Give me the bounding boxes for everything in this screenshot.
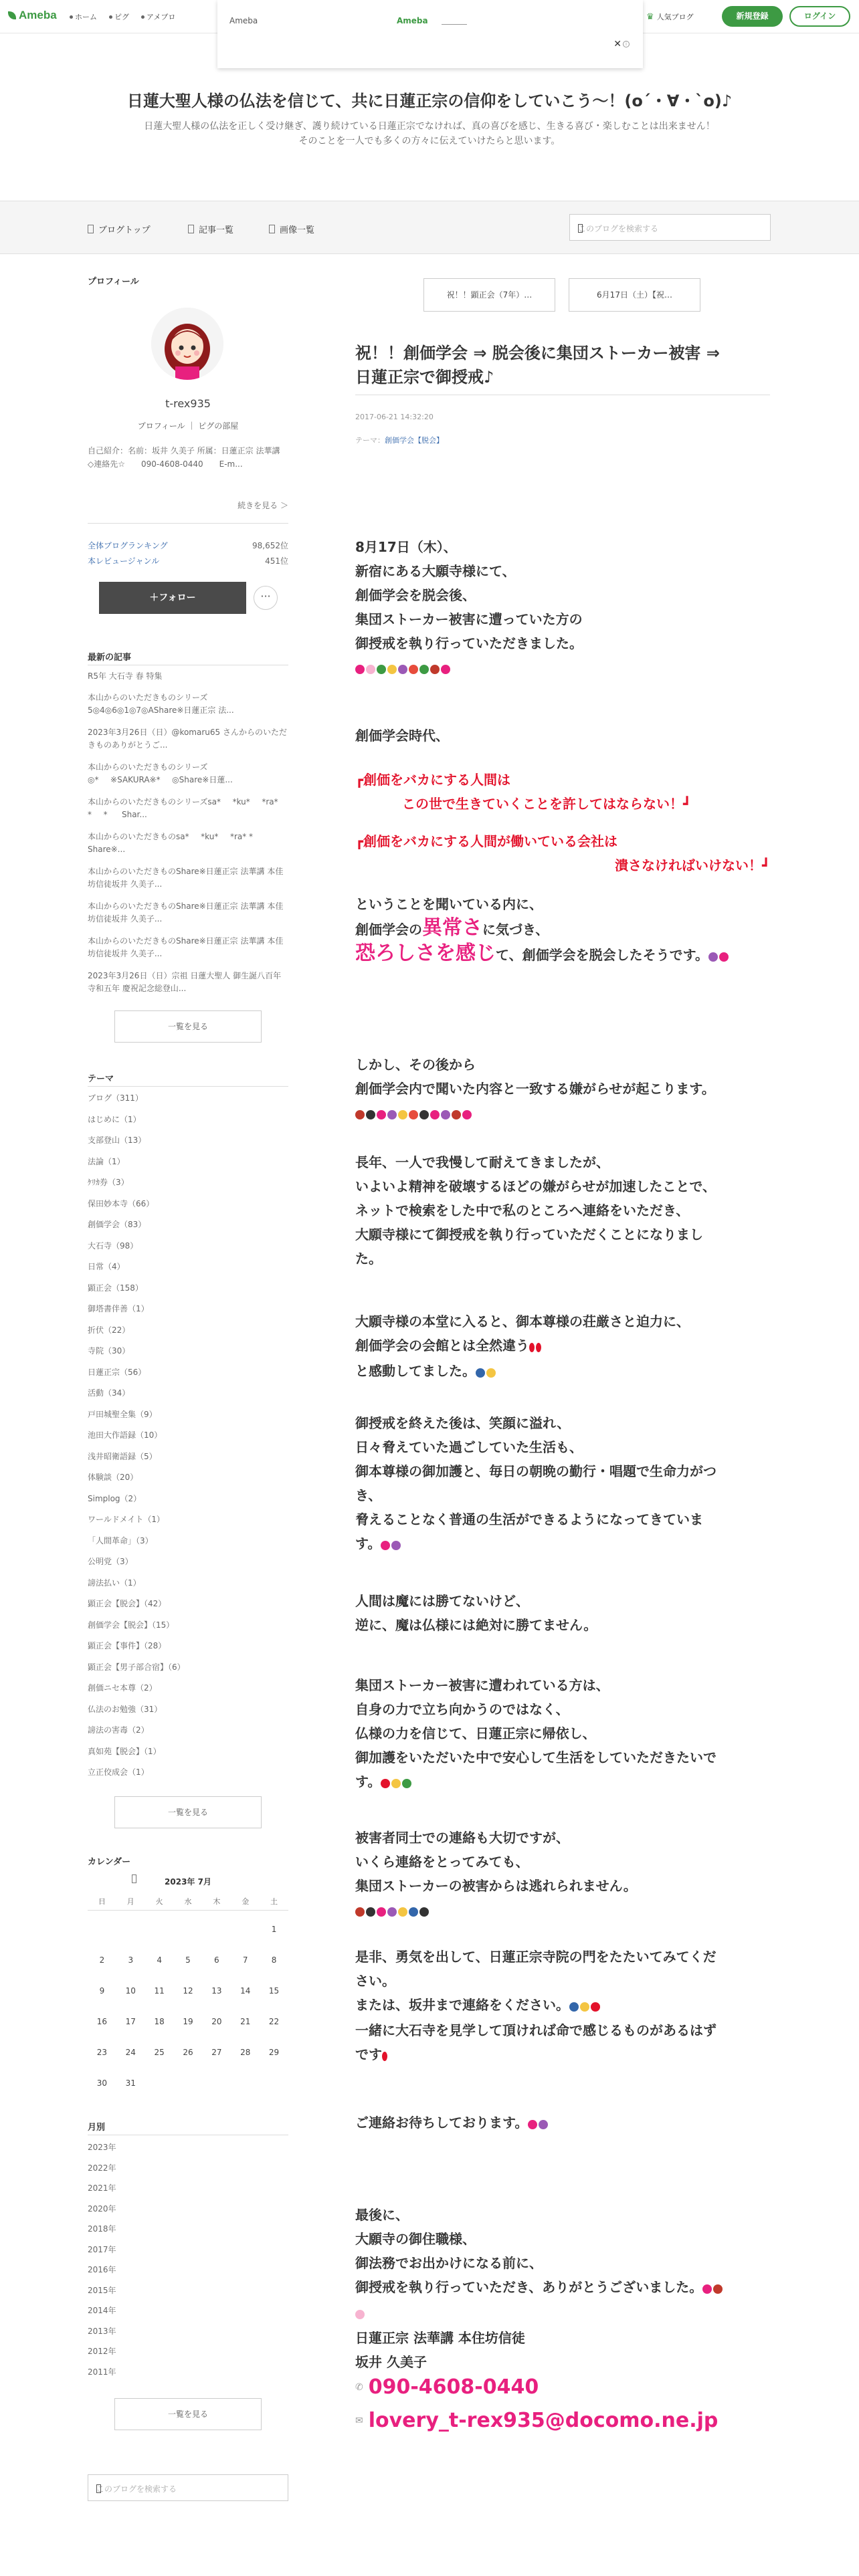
mail-icon: ✉ bbox=[355, 2415, 363, 2426]
calendar-days bbox=[88, 1914, 288, 2099]
recent-entry[interactable]: 本山からのいただきものShare※日蓮正宗 法華講 本佳坊信徒坂井 久美子... bbox=[88, 936, 284, 958]
text-line: 創価学会を脱会後、 bbox=[355, 587, 476, 603]
calendar-day[interactable]: 17 bbox=[125, 2017, 136, 2026]
theme-item[interactable]: 日蓮正宗（56） bbox=[88, 1367, 147, 1377]
emphasis-fear: 恐ろしさを感じ bbox=[355, 942, 496, 965]
calendar-day[interactable]: 4 bbox=[157, 1955, 162, 1965]
text-span: ご連絡お待ちしております。 bbox=[355, 2115, 529, 2131]
text-span: 創価学会の会館とは全然違う bbox=[355, 1337, 529, 1354]
text-line: しかし、その後から bbox=[355, 1057, 476, 1073]
monthly-item[interactable]: 2022年 bbox=[88, 2163, 116, 2173]
email-address[interactable]: lovery_t-rex935@docomo.ne.jp bbox=[368, 2409, 719, 2432]
text-span: と感動してました。 bbox=[355, 1362, 476, 1379]
ad-label-mid: Ameba bbox=[397, 16, 428, 25]
emoji-icon bbox=[476, 1360, 497, 1384]
text-span: です bbox=[355, 2046, 382, 2062]
text-line: 日々脅えていた過ごしていた生活も、 bbox=[355, 1439, 583, 1455]
text-line: 脅えることなく普通の生活ができるようになってきていま bbox=[355, 1511, 703, 1527]
list-icon bbox=[188, 225, 194, 233]
calendar-prev-icon[interactable] bbox=[132, 1874, 136, 1883]
paragraph-6 bbox=[355, 1309, 770, 1384]
recent-entry[interactable]: 本山からのいただきものsa*⠀⠀*ku*⠀⠀*ra* *⠀⠀ Share※... bbox=[88, 832, 265, 854]
calendar-day[interactable]: 11 bbox=[154, 1986, 165, 1996]
emoji-icon bbox=[708, 944, 730, 968]
calendar-weekdays bbox=[88, 1894, 288, 1910]
emoji-icon bbox=[382, 2043, 389, 2067]
monthly-item[interactable]: 2021年 bbox=[88, 2183, 116, 2193]
article-theme-link[interactable]: 創価学会【脱会】 bbox=[385, 436, 444, 445]
theme-item[interactable]: 顕正会（158） bbox=[88, 1283, 143, 1293]
nav-home[interactable] bbox=[70, 11, 97, 22]
monthly-item[interactable]: 2018年 bbox=[88, 2224, 116, 2234]
profile-links[interactable]: プロフィール ｜ ピグの部屋 bbox=[137, 421, 239, 431]
paragraph-13 bbox=[355, 2203, 770, 2325]
emoji-row bbox=[355, 1102, 473, 1126]
nav-blog-top[interactable] bbox=[88, 223, 151, 235]
calendar-day[interactable]: 28 bbox=[240, 2048, 251, 2057]
bracket-icon: ┛ bbox=[683, 796, 692, 812]
monthly-item[interactable]: 2013年 bbox=[88, 2326, 116, 2336]
quote-1-line1 bbox=[355, 768, 770, 792]
emoji-row bbox=[355, 1899, 430, 1923]
ad-underline bbox=[442, 24, 467, 25]
text-line: 人間は魔には勝てないけど、 bbox=[355, 1593, 529, 1609]
calendar-day[interactable]: 1 bbox=[271, 1925, 277, 1934]
follow-button[interactable]: ＋フォロー bbox=[99, 582, 246, 614]
text-line bbox=[355, 2042, 770, 2068]
calendar-day[interactable]: 14 bbox=[240, 1986, 251, 1996]
emoji-icon bbox=[528, 2112, 549, 2136]
monthly-heading: 月別 bbox=[88, 2123, 106, 2133]
bracket-icon: ┏ bbox=[355, 772, 364, 788]
recent-entry[interactable]: 本山からのいただきものShare※日蓮正宗 法華講 本佳坊信徒坂井 久美子... bbox=[88, 867, 284, 889]
text-line: 一緒に大石寺を見学して頂ければ命で感じるものがあるはず bbox=[355, 2022, 717, 2038]
theme-heading: テーマ bbox=[88, 1074, 114, 1084]
text-line bbox=[355, 1359, 770, 1384]
ameba-logo[interactable]: Ameba bbox=[8, 9, 57, 22]
emphasis-abnormal: 異常さ bbox=[422, 916, 482, 940]
text-span: て、創価学会を脱会したそうです。 bbox=[496, 947, 708, 963]
popular-blog-link[interactable] bbox=[646, 11, 694, 22]
theme-item[interactable]: 公明党（3） bbox=[88, 1557, 133, 1566]
paragraph-12 bbox=[355, 2111, 770, 2136]
avatar[interactable] bbox=[151, 308, 223, 380]
bracket-icon: ┛ bbox=[761, 857, 770, 873]
text-line: 御授戒を執り行っていただきました。 bbox=[355, 635, 583, 651]
calendar-day[interactable]: 8 bbox=[271, 1955, 277, 1965]
article-theme bbox=[355, 435, 444, 445]
theme-item[interactable]: 創価学会（83） bbox=[88, 1220, 147, 1229]
calendar-day[interactable]: 9 bbox=[99, 1986, 105, 1996]
quote-2-line1 bbox=[355, 829, 770, 853]
theme-item[interactable]: 顕正会【脱会】（42） bbox=[88, 1599, 167, 1608]
emoji-icon bbox=[569, 1994, 601, 2018]
profile-heading: プロフィール bbox=[88, 277, 139, 287]
text-line: いくら連絡をとってみても、 bbox=[355, 1854, 529, 1870]
avatar-illustration bbox=[151, 308, 223, 380]
nav-ameblo-label: アメブロ bbox=[147, 13, 176, 21]
divider bbox=[88, 1086, 288, 1087]
calendar-month-label: 2023年 7月 bbox=[165, 1877, 211, 1887]
weekday-label: 日 bbox=[98, 1897, 106, 1906]
calendar-day[interactable]: 27 bbox=[211, 2048, 222, 2057]
paragraph-7 bbox=[355, 1411, 770, 1557]
recent-heading: 最新の記事 bbox=[88, 653, 132, 663]
ad-close-icon[interactable]: ✕ bbox=[613, 39, 622, 49]
signature-affiliation: 日蓮正宗 法華講 本住坊信徒 bbox=[355, 2330, 525, 2346]
text-line: 御加護をいただいた中で安心して生活をしていただきたいで bbox=[355, 1749, 717, 1765]
text-line bbox=[355, 942, 770, 968]
theme-item[interactable]: 支部登山（13） bbox=[88, 1136, 147, 1145]
paragraph-3 bbox=[355, 892, 770, 968]
calendar-day[interactable]: 24 bbox=[125, 2048, 136, 2057]
paragraph-11 bbox=[355, 1945, 770, 2067]
calendar-day bbox=[231, 1914, 260, 1945]
text-line: ということを聞いている内に、 bbox=[355, 896, 543, 912]
calendar-day[interactable]: 23 bbox=[96, 2048, 108, 2057]
text-line: た。 bbox=[355, 1251, 382, 1267]
calendar-day bbox=[202, 2068, 231, 2099]
text-line: 御法務でお出かけになる前に、 bbox=[355, 2255, 543, 2271]
paragraph-9 bbox=[355, 1673, 770, 1795]
signup-button[interactable]: 新規登録 bbox=[722, 6, 783, 27]
emoji-icon bbox=[529, 1335, 543, 1359]
blog-description-line2: そのことを一人でも多くの方々に伝えていけたらと思います。 bbox=[298, 136, 561, 146]
text-line bbox=[355, 1531, 770, 1557]
nav-ameblo[interactable] bbox=[141, 11, 175, 22]
contact-phone[interactable] bbox=[355, 2375, 539, 2399]
calendar-day[interactable]: 20 bbox=[211, 2017, 222, 2026]
calendar-day[interactable]: 16 bbox=[96, 2017, 108, 2026]
text-span: 創価学会の bbox=[355, 922, 422, 938]
theme-item[interactable]: 浅井昭衛語録（5） bbox=[88, 1451, 157, 1461]
text-line: さい。 bbox=[355, 1973, 395, 1989]
text-line: 被害者同士での連絡も大切ですが、 bbox=[355, 1830, 569, 1846]
text-line: 最後に、 bbox=[355, 2207, 409, 2223]
text-line: き、 bbox=[355, 1487, 382, 1503]
crown-icon: ♛ bbox=[646, 11, 654, 22]
theme-item[interactable]: 活動（34） bbox=[88, 1388, 130, 1398]
text-line: 大願寺の御住職様、 bbox=[355, 2231, 476, 2247]
theme-item[interactable]: 法論（1） bbox=[88, 1156, 125, 1166]
text-line: 8月17日（木）、 bbox=[355, 539, 457, 555]
text-line bbox=[355, 1769, 770, 1795]
blog-nav bbox=[0, 201, 859, 254]
profile-intro: 自己紹介：名前：坂井 久美子 所属：日蓮正宗 法華講 ◇連絡先☆ 090-4608-0440 E-m... bbox=[88, 446, 280, 469]
theme-more-button[interactable]: 一覧を見る bbox=[114, 1796, 262, 1828]
pigg-icon bbox=[109, 15, 112, 19]
emoji-icon bbox=[702, 2276, 724, 2300]
bottom-search-placeholder: このブログを検索する bbox=[96, 2484, 177, 2494]
calendar-day bbox=[174, 2068, 203, 2099]
nav-entry-list[interactable] bbox=[188, 223, 233, 235]
theme-item[interactable]: 真如苑【脱会】（1） bbox=[88, 1746, 161, 1756]
theme-item[interactable]: 立正佼成会（1） bbox=[88, 1767, 149, 1777]
weekday-label: 火 bbox=[155, 1897, 163, 1906]
theme-item[interactable]: Simplog（2） bbox=[88, 1493, 142, 1503]
calendar-day bbox=[202, 1914, 231, 1945]
theme-item[interactable]: 戸田城聖全集（9） bbox=[88, 1409, 157, 1419]
image-icon bbox=[269, 225, 275, 233]
weekday-label: 土 bbox=[270, 1897, 278, 1906]
paragraph-4 bbox=[355, 1053, 770, 1126]
monthly-item[interactable]: 2014年 bbox=[88, 2306, 116, 2315]
text-span: す。 bbox=[355, 1535, 381, 1551]
calendar-day[interactable]: 18 bbox=[154, 2017, 165, 2026]
text-line: 新宿にある大願寺様にて、 bbox=[355, 563, 516, 579]
text-line: 是非、勇気を出して、日蓮正宗寺院の門をたたいてみてくだ bbox=[355, 1949, 717, 1965]
calendar-day bbox=[88, 1914, 116, 1945]
text-line: いよいよ精神を破壊するほどの嫌がらせが加速したことで、 bbox=[355, 1178, 716, 1194]
phone-number[interactable]: 090-4608-0440 bbox=[368, 2375, 539, 2399]
quote-1-line2 bbox=[355, 792, 770, 816]
paragraph-10 bbox=[355, 1826, 770, 1923]
weekday-label: 金 bbox=[242, 1897, 250, 1906]
theme-item[interactable]: 創価学会【脱会】（15） bbox=[88, 1620, 175, 1630]
paragraph-8 bbox=[355, 1589, 770, 1637]
divider bbox=[88, 523, 288, 524]
recent-entry[interactable]: 本山からのいただきものシリーズ◎*⠀⠀※SAKURA※*⠀⠀◎Share※日蓮... bbox=[88, 762, 233, 784]
profile-name[interactable]: t-rex935 bbox=[165, 397, 211, 410]
monthly-item[interactable]: 2011年 bbox=[88, 2367, 116, 2377]
quote-2-text-a: 創価をバカにする人間が働いている会社は bbox=[363, 833, 618, 849]
text-line bbox=[355, 1333, 770, 1359]
calendar-day bbox=[260, 2068, 288, 2099]
rank-overall-value: 98,652位 bbox=[252, 541, 288, 550]
recent-entry[interactable]: 本山からのいただきものShare※日蓮正宗 法華講 本佳坊信徒坂井 久美子... bbox=[88, 901, 284, 924]
bracket-icon: ┏ bbox=[355, 833, 364, 849]
calendar-day[interactable]: 5 bbox=[185, 1955, 191, 1965]
text-span: または、坂井まで連絡をください。 bbox=[355, 1997, 569, 2013]
text-line bbox=[355, 2275, 770, 2300]
theme-item[interactable]: 謗法の害毒（2） bbox=[88, 1725, 149, 1735]
theme-item[interactable]: 池田大作語録（10） bbox=[88, 1430, 163, 1440]
quote-2-line2 bbox=[355, 853, 770, 877]
article-title[interactable] bbox=[355, 341, 770, 389]
calendar-day bbox=[145, 1914, 174, 1945]
theme-item[interactable]: 顕正会【男子部合宿】（6） bbox=[88, 1662, 185, 1672]
profile-more-link[interactable]: 続きを見る ＞ bbox=[237, 501, 288, 510]
quote-1-text-b: この世で生きていくことを許してはならない！ bbox=[402, 796, 683, 812]
nav-home-label: ホーム bbox=[75, 13, 97, 21]
monthly-item[interactable]: 2015年 bbox=[88, 2285, 116, 2295]
login-button[interactable]: ログイン bbox=[789, 6, 850, 27]
theme-item[interactable]: 創価ニセ本尊（2） bbox=[88, 1683, 157, 1693]
calendar-day[interactable]: 7 bbox=[242, 1955, 248, 1965]
document-icon bbox=[88, 225, 94, 233]
nav-image-list[interactable] bbox=[269, 223, 314, 235]
nav-image-list-label: 画像一覧 bbox=[280, 225, 315, 235]
rank-overall-label: 全体ブログランキング bbox=[88, 541, 168, 550]
emoji-icon bbox=[381, 1533, 402, 1557]
calendar-day[interactable]: 31 bbox=[125, 2078, 136, 2088]
ameblo-icon bbox=[141, 15, 145, 19]
ad-label-left: Ameba bbox=[229, 16, 258, 25]
quote-1 bbox=[355, 768, 770, 816]
theme-item[interactable]: 体験談（20） bbox=[88, 1473, 138, 1482]
monthly-item[interactable]: 2023年 bbox=[88, 2143, 116, 2152]
calendar-day[interactable]: 21 bbox=[240, 2017, 251, 2026]
rank-genre-value: 451位 bbox=[265, 556, 288, 566]
weekday-label: 月 bbox=[126, 1897, 134, 1906]
theme-item[interactable]: 寺院（30） bbox=[88, 1346, 130, 1356]
recent-entry[interactable]: R5年 大石寺 春 特集 bbox=[88, 671, 163, 681]
ad-info-icon[interactable]: i bbox=[623, 41, 630, 47]
text-line: 逆に、魔は仏様には絶対に勝てません。 bbox=[355, 1617, 597, 1633]
calendar-day bbox=[174, 1914, 203, 1945]
paragraph-5 bbox=[355, 1150, 770, 1271]
theme-item[interactable]: 謗法払い（1） bbox=[88, 1578, 141, 1588]
search-icon[interactable] bbox=[578, 224, 583, 233]
contact-email[interactable] bbox=[355, 2409, 718, 2432]
theme-item[interactable]: 日常（4） bbox=[88, 1262, 125, 1271]
calendar-day bbox=[231, 2068, 260, 2099]
text-line: 長年、一人で我慢して耐えてきましたが、 bbox=[355, 1154, 609, 1170]
next-article-button[interactable]: 6月17日（土）【祝… bbox=[569, 278, 700, 312]
search-icon[interactable] bbox=[96, 2484, 101, 2493]
prev-article-button[interactable]: 祝！！顕正会（7年）… bbox=[423, 278, 555, 312]
recent-entry[interactable]: 2023年3月26日（日）@komaru65 さんからのいただきものありがとうご... bbox=[88, 728, 287, 750]
calendar-day[interactable]: 26 bbox=[183, 2048, 193, 2057]
recent-entry[interactable]: 本山からのいただきものシリーズsa*⠀⠀*ku*⠀⠀*ra* *⠀⠀*⠀⠀ Shar... bbox=[88, 797, 278, 819]
paragraph-2: 創価学会時代、 bbox=[355, 728, 449, 744]
calendar-day[interactable]: 19 bbox=[183, 2017, 193, 2026]
text-line: 創価学会内で聞いた内容と一致する嫌がらせが起こります。 bbox=[355, 1081, 715, 1097]
calendar-heading: カレンダー bbox=[88, 1857, 131, 1867]
text-line bbox=[355, 1993, 770, 2018]
recent-entry[interactable]: 本山からのいただきものシリーズ 5◎4◎6◎1◎7◎AShare※日蓮正宗 法... bbox=[88, 693, 234, 715]
text-span: す。 bbox=[355, 1774, 381, 1790]
calendar-day[interactable]: 30 bbox=[96, 2078, 108, 2088]
blog-search-input[interactable] bbox=[569, 214, 771, 241]
paragraph-1 bbox=[355, 535, 770, 681]
emoji-icon bbox=[381, 1771, 413, 1795]
rank-overall[interactable] bbox=[88, 540, 288, 551]
theme-item[interactable]: 大石寺（98） bbox=[88, 1241, 138, 1251]
theme-item[interactable]: 保田妙本寺（66） bbox=[88, 1198, 155, 1208]
calendar-day[interactable]: 22 bbox=[268, 2017, 280, 2026]
global-nav bbox=[70, 11, 175, 22]
blog-description-line1: 日蓮大聖人様の仏法を正しく受け継ぎ、護り続けている日蓮正宗でなければ、真の喜びを感じ、生きる喜び・楽しむことは出来ません！ bbox=[144, 121, 715, 132]
text-line: ネットで検索をした中で私のところへ連絡をいただき、 bbox=[355, 1202, 690, 1218]
divider bbox=[88, 1910, 288, 1911]
text-line: 集団ストーカー被害に遭っていた方の bbox=[355, 611, 583, 627]
weekday-label: 木 bbox=[213, 1897, 221, 1906]
monthly-item[interactable]: 2016年 bbox=[88, 2265, 116, 2274]
text-line bbox=[355, 916, 770, 942]
text-span: に気づき、 bbox=[482, 922, 549, 938]
monthly-item[interactable]: 2012年 bbox=[88, 2347, 116, 2356]
text-line: 自身の力で立ち向かうのではなく、 bbox=[355, 1701, 569, 1717]
theme-item[interactable]: 「人間革命」（3） bbox=[88, 1535, 153, 1545]
emoji-row bbox=[355, 657, 452, 681]
article-title-line2: 日蓮正宗で御授戒♪ bbox=[355, 368, 494, 387]
rank-genre-label: 本レビュージャンル bbox=[88, 556, 160, 566]
calendar-day[interactable]: 10 bbox=[125, 1986, 136, 1996]
calendar-day[interactable]: 2 bbox=[99, 1955, 105, 1965]
article-date: 2017-06-21 14:32:20 bbox=[355, 413, 434, 421]
calendar-day[interactable]: 3 bbox=[128, 1955, 134, 1965]
theme-item[interactable]: 御塔書伴善（1） bbox=[88, 1304, 149, 1313]
ad-banner[interactable] bbox=[217, 0, 643, 68]
calendar-day[interactable]: 6 bbox=[214, 1955, 219, 1965]
calendar-day[interactable]: 13 bbox=[211, 1986, 222, 1996]
theme-item[interactable]: はじめに（1） bbox=[88, 1114, 141, 1124]
text-line: 集団ストーカー被害に遭われている方は、 bbox=[355, 1677, 609, 1693]
quote-2 bbox=[355, 829, 770, 877]
text-line: 仏様の力を信じて、日蓮正宗に帰依し、 bbox=[355, 1725, 596, 1741]
theme-item[interactable]: 仏法のお勉強（31） bbox=[88, 1704, 163, 1714]
nav-entry-list-label: 記事一覧 bbox=[199, 225, 234, 235]
text-line: 集団ストーカーの被害からは逃れられません。 bbox=[355, 1878, 637, 1894]
theme-item[interactable]: 折伏（22） bbox=[88, 1325, 130, 1335]
calendar-day bbox=[116, 1914, 145, 1945]
article-theme-label: テーマ： bbox=[355, 436, 385, 445]
blog-description bbox=[0, 119, 859, 148]
nav-blog-top-label: ブログトップ bbox=[98, 225, 151, 235]
monthly-item[interactable]: 2017年 bbox=[88, 2244, 116, 2254]
theme-item[interactable]: ブログ（311） bbox=[88, 1093, 143, 1103]
theme-item[interactable]: 顕正会【事件】（28） bbox=[88, 1641, 167, 1650]
text-line: 御授戒を終えた後は、笑顔に溢れ、 bbox=[355, 1415, 571, 1431]
emoji-row bbox=[355, 2301, 366, 2325]
home-icon bbox=[70, 15, 73, 19]
text-span: 御授戒を執り行っていただき、ありがとうございました。 bbox=[355, 2279, 703, 2295]
monthly-more-button[interactable]: 一覧を見る bbox=[114, 2398, 262, 2430]
text-line: 御本尊様の御加護と、毎日の朝晩の勤行・唱題で生命力がつ bbox=[355, 1463, 717, 1479]
calendar-day[interactable]: 12 bbox=[183, 1986, 193, 1996]
bottom-search-input[interactable] bbox=[88, 2474, 288, 2501]
text-line: 大願寺様の本堂に入ると、御本尊様の荘厳さと迫力に、 bbox=[355, 1313, 690, 1329]
signature-name: 坂井 久美子 bbox=[355, 2354, 427, 2370]
text-line: 大願寺様にて御授戒を執り行っていただくことになりまし bbox=[355, 1226, 703, 1243]
calendar-day[interactable]: 29 bbox=[268, 2048, 280, 2057]
rank-genre[interactable] bbox=[88, 555, 288, 566]
theme-item[interactable]: ｹﾘｶ券（3） bbox=[88, 1178, 129, 1187]
calendar-day[interactable]: 15 bbox=[268, 1986, 280, 1996]
recent-entry[interactable]: 2023年3月26日（日）宗祖 日蓮大聖人 御生誕八百年寺和五年 慶祝記念総登山... bbox=[88, 971, 282, 993]
leaf-icon bbox=[8, 11, 16, 19]
search-placeholder: このブログを検索する bbox=[578, 224, 659, 233]
popular-blog-label: 人気ブログ bbox=[656, 13, 694, 21]
more-options-button[interactable]: ··· bbox=[254, 586, 278, 610]
blog-title[interactable]: 日蓮大聖人様の仏法を信じて、共に日蓮正宗の信仰をしていこう〜！(o´・∀・`o)♪ bbox=[126, 92, 733, 110]
calendar-month bbox=[88, 1876, 288, 1887]
calendar-day bbox=[145, 2068, 174, 2099]
weekday-label: 水 bbox=[184, 1897, 192, 1906]
nav-pigg[interactable] bbox=[109, 11, 129, 22]
monthly-item[interactable]: 2020年 bbox=[88, 2204, 116, 2214]
article-title-line1: 祝！！創価学会 ⇒ 脱会後に集団ストーカー被害 ⇒ bbox=[355, 344, 720, 362]
calendar-day[interactable]: 25 bbox=[154, 2048, 165, 2057]
quote-1-text-a: 創価をバカにする人間は bbox=[363, 772, 511, 788]
nav-pigg-label: ピグ bbox=[114, 13, 129, 21]
recent-more-button[interactable]: 一覧を見る bbox=[114, 1010, 262, 1043]
phone-icon: ✆ bbox=[355, 2381, 363, 2393]
theme-item[interactable]: ワールドメイト（1） bbox=[88, 1515, 165, 1524]
quote-2-text-b: 潰さなければいけない！ bbox=[614, 857, 762, 873]
